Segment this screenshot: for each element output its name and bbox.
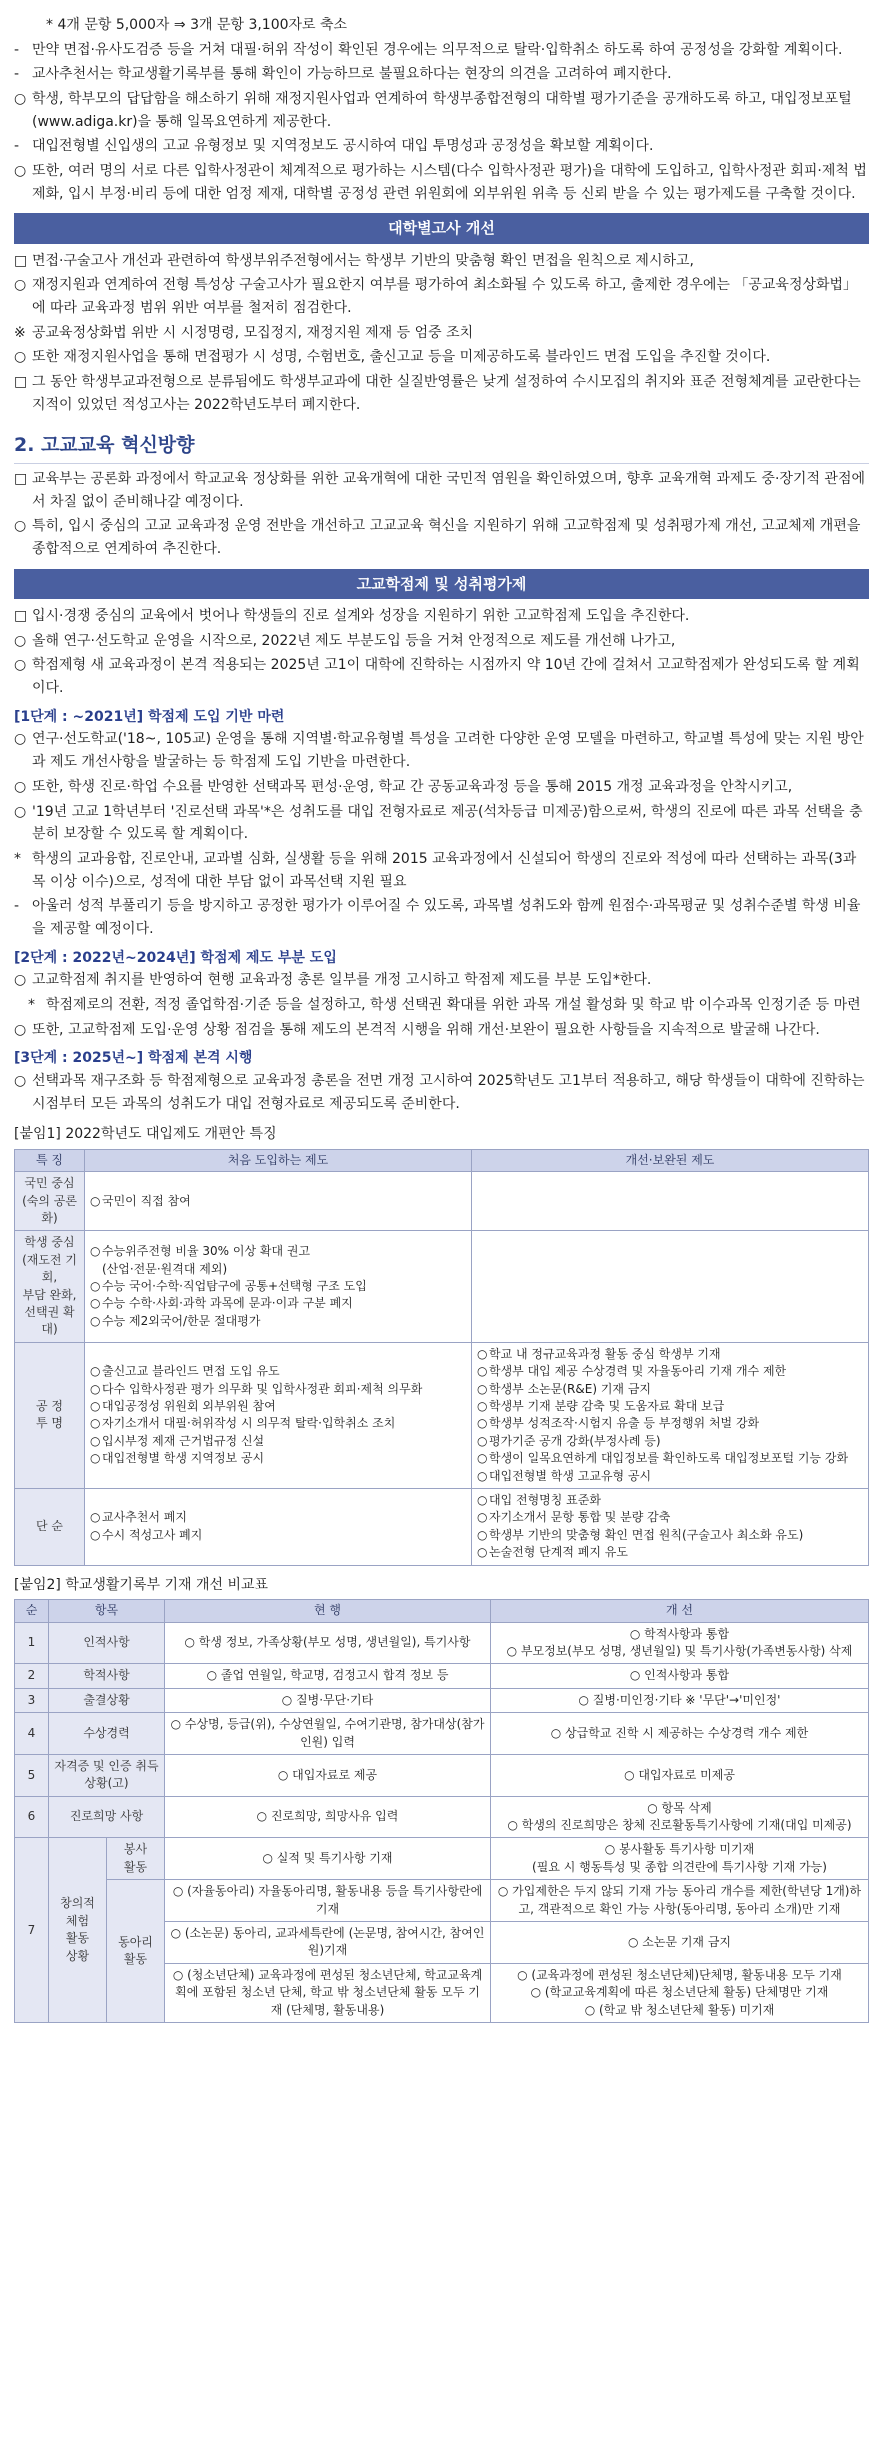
paragraph-text: 그 동안 학생부교과전형으로 분류됨에도 학생부교과에 대한 실질반영률은 낮게 설정하여 수시모집의 취지와 표준 전형체계를 교란한다는 지적이 있었던 적성고사는 2022학년도부터 폐지한다. bbox=[32, 374, 861, 413]
row-number: 4 bbox=[15, 1713, 49, 1755]
bullet-mark: - bbox=[14, 41, 20, 58]
bullet-mark: □ bbox=[14, 608, 28, 625]
item-text: 대입 전형명칭 표준화 bbox=[489, 1492, 601, 1507]
paragraph-text: 교사추천서는 학교생활기록부를 통해 확인이 가능하므로 불필요하다는 현장의 의견을 고려하여 폐지한다. bbox=[32, 66, 672, 83]
list-item bbox=[90, 1527, 466, 1544]
paragraph-text: 재정지원과 연계하여 전형 특성상 구술고사가 필요한지 여부를 평가하여 최소화될 수 있도록 하고, 출제한 경우에는 「공교육정상화법」에 따라 교육과정 범위 위반 여부를 철저히 점검한다. bbox=[32, 277, 858, 317]
bullet-mark: ○ bbox=[14, 349, 27, 366]
row-item: 진로희망 사항 bbox=[49, 1796, 165, 1838]
paragraph-line bbox=[14, 322, 869, 345]
row-number: 6 bbox=[15, 1796, 49, 1838]
item-text: 자기소개서 문항 통합 및 분량 감축 bbox=[489, 1510, 671, 1525]
row-number: 5 bbox=[15, 1754, 49, 1796]
bullet-mark: - bbox=[14, 138, 20, 155]
bullet-mark: ○ bbox=[90, 1244, 101, 1259]
bullet-mark: ○ bbox=[90, 1313, 101, 1328]
item-text: 자기소개서 대필·허위작성 시 의무적 탈락·입학취소 조치 bbox=[102, 1416, 396, 1431]
list-item bbox=[477, 1450, 863, 1467]
paragraph-line bbox=[14, 63, 869, 86]
bullet-mark: ○ bbox=[477, 1398, 488, 1413]
cell-list bbox=[472, 1342, 869, 1488]
cell-list bbox=[85, 1342, 472, 1488]
bullet-mark: ○ bbox=[90, 1398, 101, 1413]
paragraph-line bbox=[14, 728, 869, 773]
item-text: 논술전형 단계적 폐지 유도 bbox=[489, 1545, 628, 1560]
bullet-mark: ○ bbox=[477, 1545, 488, 1560]
paragraph-text: 면접·구술고사 개선과 관련하여 학생부위주전형에서는 학생부 기반의 맞춤형 확인 면접을 원칙으로 제시하고, bbox=[32, 252, 694, 269]
bullet-mark: ○ bbox=[90, 1433, 101, 1448]
cell-list bbox=[472, 1231, 869, 1342]
improved-cell: ○ 소논문 기재 금지 bbox=[491, 1922, 869, 1964]
bullet-mark: ○ bbox=[14, 91, 27, 108]
bullet-mark: ○ bbox=[14, 972, 27, 989]
table-row bbox=[15, 1622, 869, 1664]
paragraph-text: 또한 재정지원사업을 통해 면접평가 시 성명, 수험번호, 출신고교 등을 미제공하도록 블라인드 면접 도입을 추진할 것이다. bbox=[32, 349, 771, 366]
item-text: 수시 적성고사 폐지 bbox=[102, 1527, 203, 1542]
paragraph-line bbox=[14, 848, 869, 893]
column-header: 현 행 bbox=[165, 1600, 491, 1622]
bullet-mark: * bbox=[28, 996, 35, 1013]
paragraph-line bbox=[14, 801, 869, 846]
paragraph-line bbox=[14, 39, 869, 62]
item-text: 학생부 대입 제공 수상경력 및 자율동아리 기재 개수 제한 bbox=[489, 1364, 787, 1379]
bullet-mark: * bbox=[14, 850, 21, 867]
current-cell: ○ 실적 및 특기사항 기재 bbox=[165, 1838, 491, 1880]
column-header: 항목 bbox=[49, 1600, 165, 1622]
table-row bbox=[15, 1664, 869, 1688]
list-item bbox=[90, 1243, 466, 1278]
column-header: 처음 도입하는 제도 bbox=[85, 1149, 472, 1171]
paragraph-line bbox=[14, 274, 869, 319]
row-label: 단 순 bbox=[15, 1488, 85, 1565]
paragraph-line bbox=[14, 1019, 869, 1042]
bullet-mark: ○ bbox=[90, 1451, 101, 1466]
paragraph-text: 아울러 성적 부풀리기 등을 방지하고 공정한 평가가 이루어질 수 있도록, 과목별 성취도와 함께 원점수·과목평균 및 성취수준별 학생 비율을 제공할 예정이다. bbox=[32, 898, 861, 937]
list-item bbox=[90, 1415, 466, 1432]
improved-cell: ○ 가입제한은 두지 않되 기재 가능 동아리 개수를 제한(학년당 1개)하고, 객관적으로 확인 가능 사항(동아리명, 동아리 소개)만 기재 bbox=[491, 1880, 869, 1922]
stage2-items bbox=[14, 969, 869, 1041]
list-item bbox=[90, 1295, 466, 1312]
paragraph-line bbox=[14, 160, 869, 205]
paragraph-text: 학생의 교과융합, 진로안내, 교과별 심화, 실생활 등을 위해 2015 교육과정에서 신설되어 학생의 진로와 적성에 따라 선택하는 과목(3과목 이상 이수)으로, 성적에 대한 부담 없이 과목선택 지원 필요 bbox=[32, 850, 857, 890]
list-item bbox=[90, 1363, 466, 1380]
bullet-mark: ○ bbox=[90, 1510, 101, 1525]
bullet-mark: ○ bbox=[90, 1416, 101, 1431]
paragraph-line bbox=[14, 605, 869, 628]
paragraph-line bbox=[14, 994, 869, 1017]
bullet-mark: ○ bbox=[477, 1527, 488, 1542]
paragraph-text: 입시·경쟁 중심의 교육에서 벗어나 학생들의 진로 설계와 성장을 지원하기 위한 고교학점제 도입을 추진한다. bbox=[32, 608, 690, 625]
current-cell: ○ (소논문) 동아리, 교과세특란에 (논문명, 참여시간, 참여인원)기재 bbox=[165, 1922, 491, 1964]
paragraph-text: 공교육정상화법 위반 시 시정명령, 모집정지, 재정지원 제재 등 엄중 조치 bbox=[32, 324, 474, 341]
list-item bbox=[477, 1363, 863, 1380]
improved-cell: ○ 학적사항과 통합 ○ 부모정보(부모 성명, 생년월일) 및 특기사항(가족변동사항) 삭제 bbox=[491, 1622, 869, 1664]
paragraph-text: 학생, 학부모의 답답함을 해소하기 위해 재정지원사업과 연계하여 학생부종합전형의 대학별 평가기준을 공개하도록 하고, 대입정보포털(www.adiga.kr)을 통해 일목요연하게 제공한다. bbox=[32, 91, 852, 130]
item-text: 교사추천서 폐지 bbox=[102, 1510, 187, 1525]
table2-header bbox=[15, 1600, 869, 1622]
row-label: 학생 중심 (재도전 기회, 부담 완화, 선택권 확대) bbox=[15, 1231, 85, 1342]
improved-cell: ○ 항목 삭제 ○ 학생의 진로희망은 창체 진로활동특기사항에 기재(대입 미제공) bbox=[491, 1796, 869, 1838]
university-exam-section bbox=[14, 250, 869, 417]
item-text: 학생부 성적조작·시험지 유출 등 부정행위 처벌 강화 bbox=[489, 1416, 760, 1431]
column-header: 순 bbox=[15, 1600, 49, 1622]
stage2-heading: [2단계 : 2022년~2024년] 학점제 제도 부분 도입 bbox=[14, 949, 337, 966]
bullet-mark: ○ bbox=[14, 778, 27, 795]
cell-list bbox=[472, 1172, 869, 1231]
bullet-mark: ○ bbox=[14, 1072, 27, 1089]
bullet-mark: □ bbox=[14, 471, 28, 488]
paragraph-line bbox=[14, 969, 869, 992]
bullet-mark: - bbox=[14, 898, 20, 915]
item-text: 다수 입학사정관 평가 의무화 및 입학사정관 회피·제척 의무화 bbox=[102, 1381, 423, 1396]
item-text: 수능 국어·수학·직업탐구에 공통+선택형 구조 도입 bbox=[102, 1278, 367, 1293]
row-number: 1 bbox=[15, 1622, 49, 1664]
paragraph-line bbox=[14, 250, 869, 273]
bullet-mark: ○ bbox=[90, 1527, 101, 1542]
column-header: 개선·보완된 제도 bbox=[472, 1149, 869, 1171]
list-item bbox=[90, 1313, 466, 1330]
current-cell: ○ (자율동아리) 자율동아리명, 활동내용 등을 특기사항란에 기재 bbox=[165, 1880, 491, 1922]
bullet-mark: ○ bbox=[90, 1381, 101, 1396]
item-text: 입시부정 제재 근거법규정 신설 bbox=[102, 1433, 265, 1448]
list-item bbox=[477, 1492, 863, 1509]
bullet-mark: ○ bbox=[14, 518, 27, 535]
improved-cell: ○ 상급학교 진학 시 제공하는 수상경력 개수 제한 bbox=[491, 1713, 869, 1755]
column-header: 개 선 bbox=[491, 1600, 869, 1622]
table-row bbox=[15, 1754, 869, 1796]
cell-list bbox=[85, 1172, 472, 1231]
paragraph-line bbox=[14, 135, 869, 158]
row-item: 수상경력 bbox=[49, 1713, 165, 1755]
list-item bbox=[477, 1433, 863, 1450]
bullet-mark: - bbox=[14, 66, 20, 83]
list-item bbox=[90, 1278, 466, 1295]
table-row bbox=[15, 1488, 869, 1565]
list-item bbox=[477, 1544, 863, 1561]
item-text: 학생부 기반의 맞춤형 확인 면접 원칙(구술고사 최소화 유도) bbox=[489, 1527, 804, 1542]
banner-credit-system: 고교학점제 및 성취평가제 bbox=[14, 569, 869, 599]
bullet-mark: ○ bbox=[477, 1433, 488, 1448]
list-item bbox=[90, 1381, 466, 1398]
bullet-mark: ○ bbox=[90, 1278, 101, 1293]
list-item bbox=[90, 1450, 466, 1467]
bullet-mark: ○ bbox=[477, 1364, 488, 1379]
paragraph-text: 대입전형별 신입생의 고교 유형정보 및 지역정보도 공시하여 대입 투명성과 공정성을 확보할 계획이다. bbox=[32, 138, 654, 155]
bullet-mark: ○ bbox=[477, 1492, 488, 1507]
item-text: 대입공정성 위원회 외부위원 참여 bbox=[102, 1398, 276, 1413]
item-text: 국민이 직접 참여 bbox=[102, 1193, 191, 1208]
bullet-mark: ○ bbox=[90, 1296, 101, 1311]
table-row bbox=[15, 1796, 869, 1838]
item-text: 평가기준 공개 강화(부정사례 등) bbox=[489, 1433, 661, 1448]
paragraph-line bbox=[14, 630, 869, 653]
bullet-mark: ※ bbox=[14, 324, 26, 341]
paragraph-text: 특히, 입시 중심의 고교 교육과정 운영 전반을 개선하고 고교교육 혁신을 지원하기 위해 고교학점제 및 성취평가제 개선, 고교체제 개편을 종합적으로 연계하여 추진한다. bbox=[32, 518, 861, 558]
paragraph-text: 학점제형 새 교육과정이 본격 적용되는 2025년 고1이 대학에 진학하는 시점까지 약 10년 간에 걸쳐서 고교학점제가 완성되도록 할 계획이다. bbox=[32, 657, 860, 697]
table-features bbox=[14, 1149, 869, 1566]
bullet-mark: ○ bbox=[14, 803, 27, 820]
current-cell: ○ 수상명, 등급(위), 수상연월일, 수여기관명, 참가대상(참가인원) 입력 bbox=[165, 1713, 491, 1755]
current-cell: ○ 대입자료로 제공 bbox=[165, 1754, 491, 1796]
item-text: 학생부 소논문(R&E) 기재 금지 bbox=[489, 1381, 652, 1396]
list-item bbox=[477, 1381, 863, 1398]
current-cell: ○ 진로희망, 희망사유 입력 bbox=[165, 1796, 491, 1838]
bullet-mark: ○ bbox=[14, 632, 27, 649]
item-text: 수능 제2외국어/한문 절대평가 bbox=[102, 1313, 261, 1328]
list-item bbox=[477, 1509, 863, 1526]
paragraph-text: 또한, 여러 명의 서로 다른 입학사정관이 체계적으로 평가하는 시스템(다수 입학사정관 평가)을 대학에 도입하고, 입학사정관 회피·제척 법제화, 입시 부정·비리 등에 대한 엄정 제재, 대학별 공정성 관련 위원회에 외부위원 위촉 등 신뢰 받을 수 있는 평가제도를 구축할 것이다. bbox=[32, 163, 867, 202]
bullet-mark: ○ bbox=[477, 1416, 488, 1431]
improved-cell: ○ 봉사활동 특기사항 미기재 (필요 시 행동특성 및 종합 의견란에 특기사항 기재 가능) bbox=[491, 1838, 869, 1880]
current-cell: ○ (청소년단체) 교육과정에 편성된 청소년단체, 학교교육계획에 포함된 청소년 단체, 학교 밖 청소년단체 활동 모두 기재 (단체명, 활동내용) bbox=[165, 1963, 491, 2022]
bullet-mark: ○ bbox=[477, 1451, 488, 1466]
current-cell: ○ 질병·무단·기타 bbox=[165, 1688, 491, 1712]
cell-list bbox=[472, 1488, 869, 1565]
paragraph-line bbox=[14, 88, 869, 133]
improved-cell: ○ (교육과정에 편성된 청소년단체)단체명, 활동내용 모두 기재 ○ (학교교육계획에 따른 청소년단체 활동) 단체명만 기재 ○ (학교 밖 청소년단체 활동) 미기재 bbox=[491, 1963, 869, 2022]
row-item: 창의적 체험 활동 상황 bbox=[49, 1838, 107, 2023]
row-label: 국민 중심 (숙의 공론화) bbox=[15, 1172, 85, 1231]
innovation-section bbox=[14, 468, 869, 561]
section-heading: 2. 고교교육 혁신방향 bbox=[14, 430, 869, 464]
list-item bbox=[90, 1509, 466, 1526]
paragraph-line bbox=[14, 895, 869, 940]
list-item bbox=[90, 1398, 466, 1415]
bullet-mark: ○ bbox=[477, 1346, 488, 1361]
item-text: 대입전형별 학생 지역정보 공시 bbox=[102, 1451, 265, 1466]
table2-caption: [붙임2] 학교생활기록부 기재 개선 비교표 bbox=[14, 1576, 269, 1593]
list-item bbox=[477, 1398, 863, 1415]
bullet-mark: ○ bbox=[90, 1364, 101, 1379]
item-text: 학교 내 정규교육과정 활동 중심 학생부 기재 bbox=[489, 1346, 721, 1361]
item-text: 학생부 기재 분량 감축 및 도움자료 확대 보급 bbox=[489, 1398, 725, 1413]
table-row bbox=[15, 1838, 869, 1880]
row-number: 2 bbox=[15, 1664, 49, 1688]
sub-item: 동아리 활동 bbox=[107, 1880, 165, 2023]
list-item bbox=[90, 1193, 466, 1210]
banner-university-exam: 대학별고사 개선 bbox=[14, 213, 869, 243]
bullet-mark: □ bbox=[14, 252, 28, 269]
paragraph-line bbox=[14, 468, 869, 513]
table-row bbox=[15, 1231, 869, 1342]
paragraph-text: 또한, 고교학점제 도입·운영 상황 점검을 통해 제도의 본격적 시행을 위해 개선·보완이 필요한 사항들을 지속적으로 발굴해 나간다. bbox=[32, 1021, 820, 1038]
paragraph-line bbox=[14, 776, 869, 799]
bullet-mark: ○ bbox=[14, 657, 27, 674]
sub-item: 봉사 활동 bbox=[107, 1838, 165, 1880]
bullet-mark: ○ bbox=[477, 1468, 488, 1483]
improved-cell: ○ 인적사항과 통합 bbox=[491, 1664, 869, 1688]
paragraph-text: 선택과목 재구조화 등 학점제형으로 교육과정 총론을 전면 개정 고시하여 2025학년도 고1부터 적용하고, 해당 학생들이 대학에 진학하는 시점부터 모든 과목의 성취도가 대입 전형자료로 제공되도록 준비한다. bbox=[32, 1072, 865, 1112]
paragraph-text: 또한, 학생 진로·학업 수요를 반영한 선택과목 편성·운영, 학교 간 공동교육과정 등을 통해 2015 개정 교육과정을 안착시키고, bbox=[32, 778, 793, 795]
item-text: 수능 수학·사회·과학 과목에 문과·이과 구분 폐지 bbox=[102, 1296, 353, 1311]
bullet-mark: ○ bbox=[14, 163, 27, 180]
table-row bbox=[15, 1342, 869, 1488]
paragraph-text: '19년 고교 1학년부터 '진로선택 과목'*은 성취도를 대입 전형자료로 제공(석차등급 미제공)함으로써, 학생의 진로에 따른 과목 선택을 충분히 보장할 수 있도록 할 계획이다. bbox=[32, 803, 863, 843]
current-cell: ○ 학생 정보, 가족상황(부모 성명, 생년월일), 특기사항 bbox=[165, 1622, 491, 1664]
paragraph-text: 고교학점제 취지를 반영하여 현행 교육과정 총론 일부를 개정 고시하고 학점제 제도를 부분 도입*한다. bbox=[32, 972, 652, 989]
paragraph-text: 학점제로의 전환, 적정 졸업학점·기준 등을 설정하고, 학생 선택권 확대를 위한 과목 개설 활성화 및 학교 밖 이수과목 인정기준 등 마련 bbox=[46, 996, 861, 1013]
item-text: 출신고교 블라인드 면접 도입 유도 bbox=[102, 1364, 280, 1379]
row-item: 자격증 및 인증 취득상황(고) bbox=[49, 1754, 165, 1796]
table-row bbox=[15, 1713, 869, 1755]
table-row bbox=[15, 1688, 869, 1712]
table-row bbox=[15, 1880, 869, 1922]
item-text: 대입전형별 학생 고교유형 공시 bbox=[489, 1468, 652, 1483]
paragraph-line bbox=[14, 346, 869, 369]
table-record-compare bbox=[14, 1599, 869, 2023]
cell-list bbox=[85, 1488, 472, 1565]
stage1-heading: [1단계 : ~2021년] 학점제 도입 기반 마련 bbox=[14, 708, 285, 725]
paragraph-text: 올해 연구·선도학교 운영을 시작으로, 2022년 제도 부분도입 등을 거쳐 안정적으로 제도를 개선해 나가고, bbox=[32, 632, 676, 649]
intro-section bbox=[14, 14, 869, 205]
row-item: 출결상황 bbox=[49, 1688, 165, 1712]
list-item bbox=[477, 1346, 863, 1363]
bullet-mark: ○ bbox=[477, 1510, 488, 1525]
row-label: 공 정 투 명 bbox=[15, 1342, 85, 1488]
list-item bbox=[477, 1415, 863, 1432]
bullet-mark: ○ bbox=[14, 277, 27, 294]
table1-header bbox=[15, 1149, 869, 1171]
bullet-mark: ○ bbox=[477, 1381, 488, 1396]
bullet-mark: □ bbox=[14, 374, 28, 391]
cell-list bbox=[85, 1231, 472, 1342]
column-header: 특 징 bbox=[15, 1149, 85, 1171]
stage3-heading: [3단계 : 2025년~] 학점제 본격 시행 bbox=[14, 1050, 253, 1067]
paragraph-line bbox=[14, 14, 869, 37]
credit-section bbox=[14, 605, 869, 700]
paragraph-text: 교육부는 공론화 과정에서 학교교육 정상화를 위한 교육개혁에 대한 국민적 염원을 확인하였으며, 향후 교육개혁 과제도 중·장기적 관점에서 차질 없이 준비해나갈 예정이다. bbox=[32, 471, 865, 510]
item-text: 학생이 일목요연하게 대입정보를 확인하도록 대입정보포털 기능 강화 bbox=[489, 1451, 849, 1466]
row-number: 3 bbox=[15, 1688, 49, 1712]
row-item: 학적사항 bbox=[49, 1664, 165, 1688]
improved-cell: ○ 대입자료로 미제공 bbox=[491, 1754, 869, 1796]
bullet-mark: ○ bbox=[14, 1021, 27, 1038]
current-cell: ○ 졸업 연월일, 학교명, 검정고시 합격 정보 등 bbox=[165, 1664, 491, 1688]
stage1-items bbox=[14, 728, 869, 940]
list-item bbox=[477, 1527, 863, 1544]
improved-cell: ○ 질병·미인정·기타 ※ '무단'→'미인정' bbox=[491, 1688, 869, 1712]
bullet-mark: ○ bbox=[90, 1193, 101, 1208]
paragraph-text: 만약 면접·유사도검증 등을 거쳐 대필·허위 작성이 확인된 경우에는 의무적으로 탈락·입학취소 하도록 하여 공정성을 강화할 계획이다. bbox=[32, 41, 843, 58]
paragraph-line bbox=[14, 654, 869, 699]
item-text: 수능위주전형 비율 30% 이상 확대 권고 (산업·전문·원격대 제외) bbox=[102, 1244, 311, 1276]
paragraph-text: 연구·선도학교('18~, 105교) 운영을 통해 지역별·학교유형별 특성을 고려한 다양한 운영 모델을 마련하고, 학교별 특성에 맞는 지원 방안과 제도 개선사항을 발굴하는 등 학점제 도입 기반을 마련한다. bbox=[32, 731, 864, 771]
paragraph-text: * 4개 문항 5,000자 ⇒ 3개 문항 3,100자로 축소 bbox=[46, 17, 348, 33]
table-row bbox=[15, 1172, 869, 1231]
stage3-items bbox=[14, 1070, 869, 1115]
row-number: 7 bbox=[15, 1838, 49, 2023]
list-item bbox=[90, 1433, 466, 1450]
paragraph-line bbox=[14, 1070, 869, 1115]
row-item: 인적사항 bbox=[49, 1622, 165, 1664]
table1-caption: [붙임1] 2022학년도 대입제도 개편안 특징 bbox=[14, 1126, 277, 1143]
list-item bbox=[477, 1468, 863, 1485]
paragraph-line bbox=[14, 371, 869, 416]
paragraph-line bbox=[14, 515, 869, 560]
bullet-mark: ○ bbox=[14, 731, 27, 748]
